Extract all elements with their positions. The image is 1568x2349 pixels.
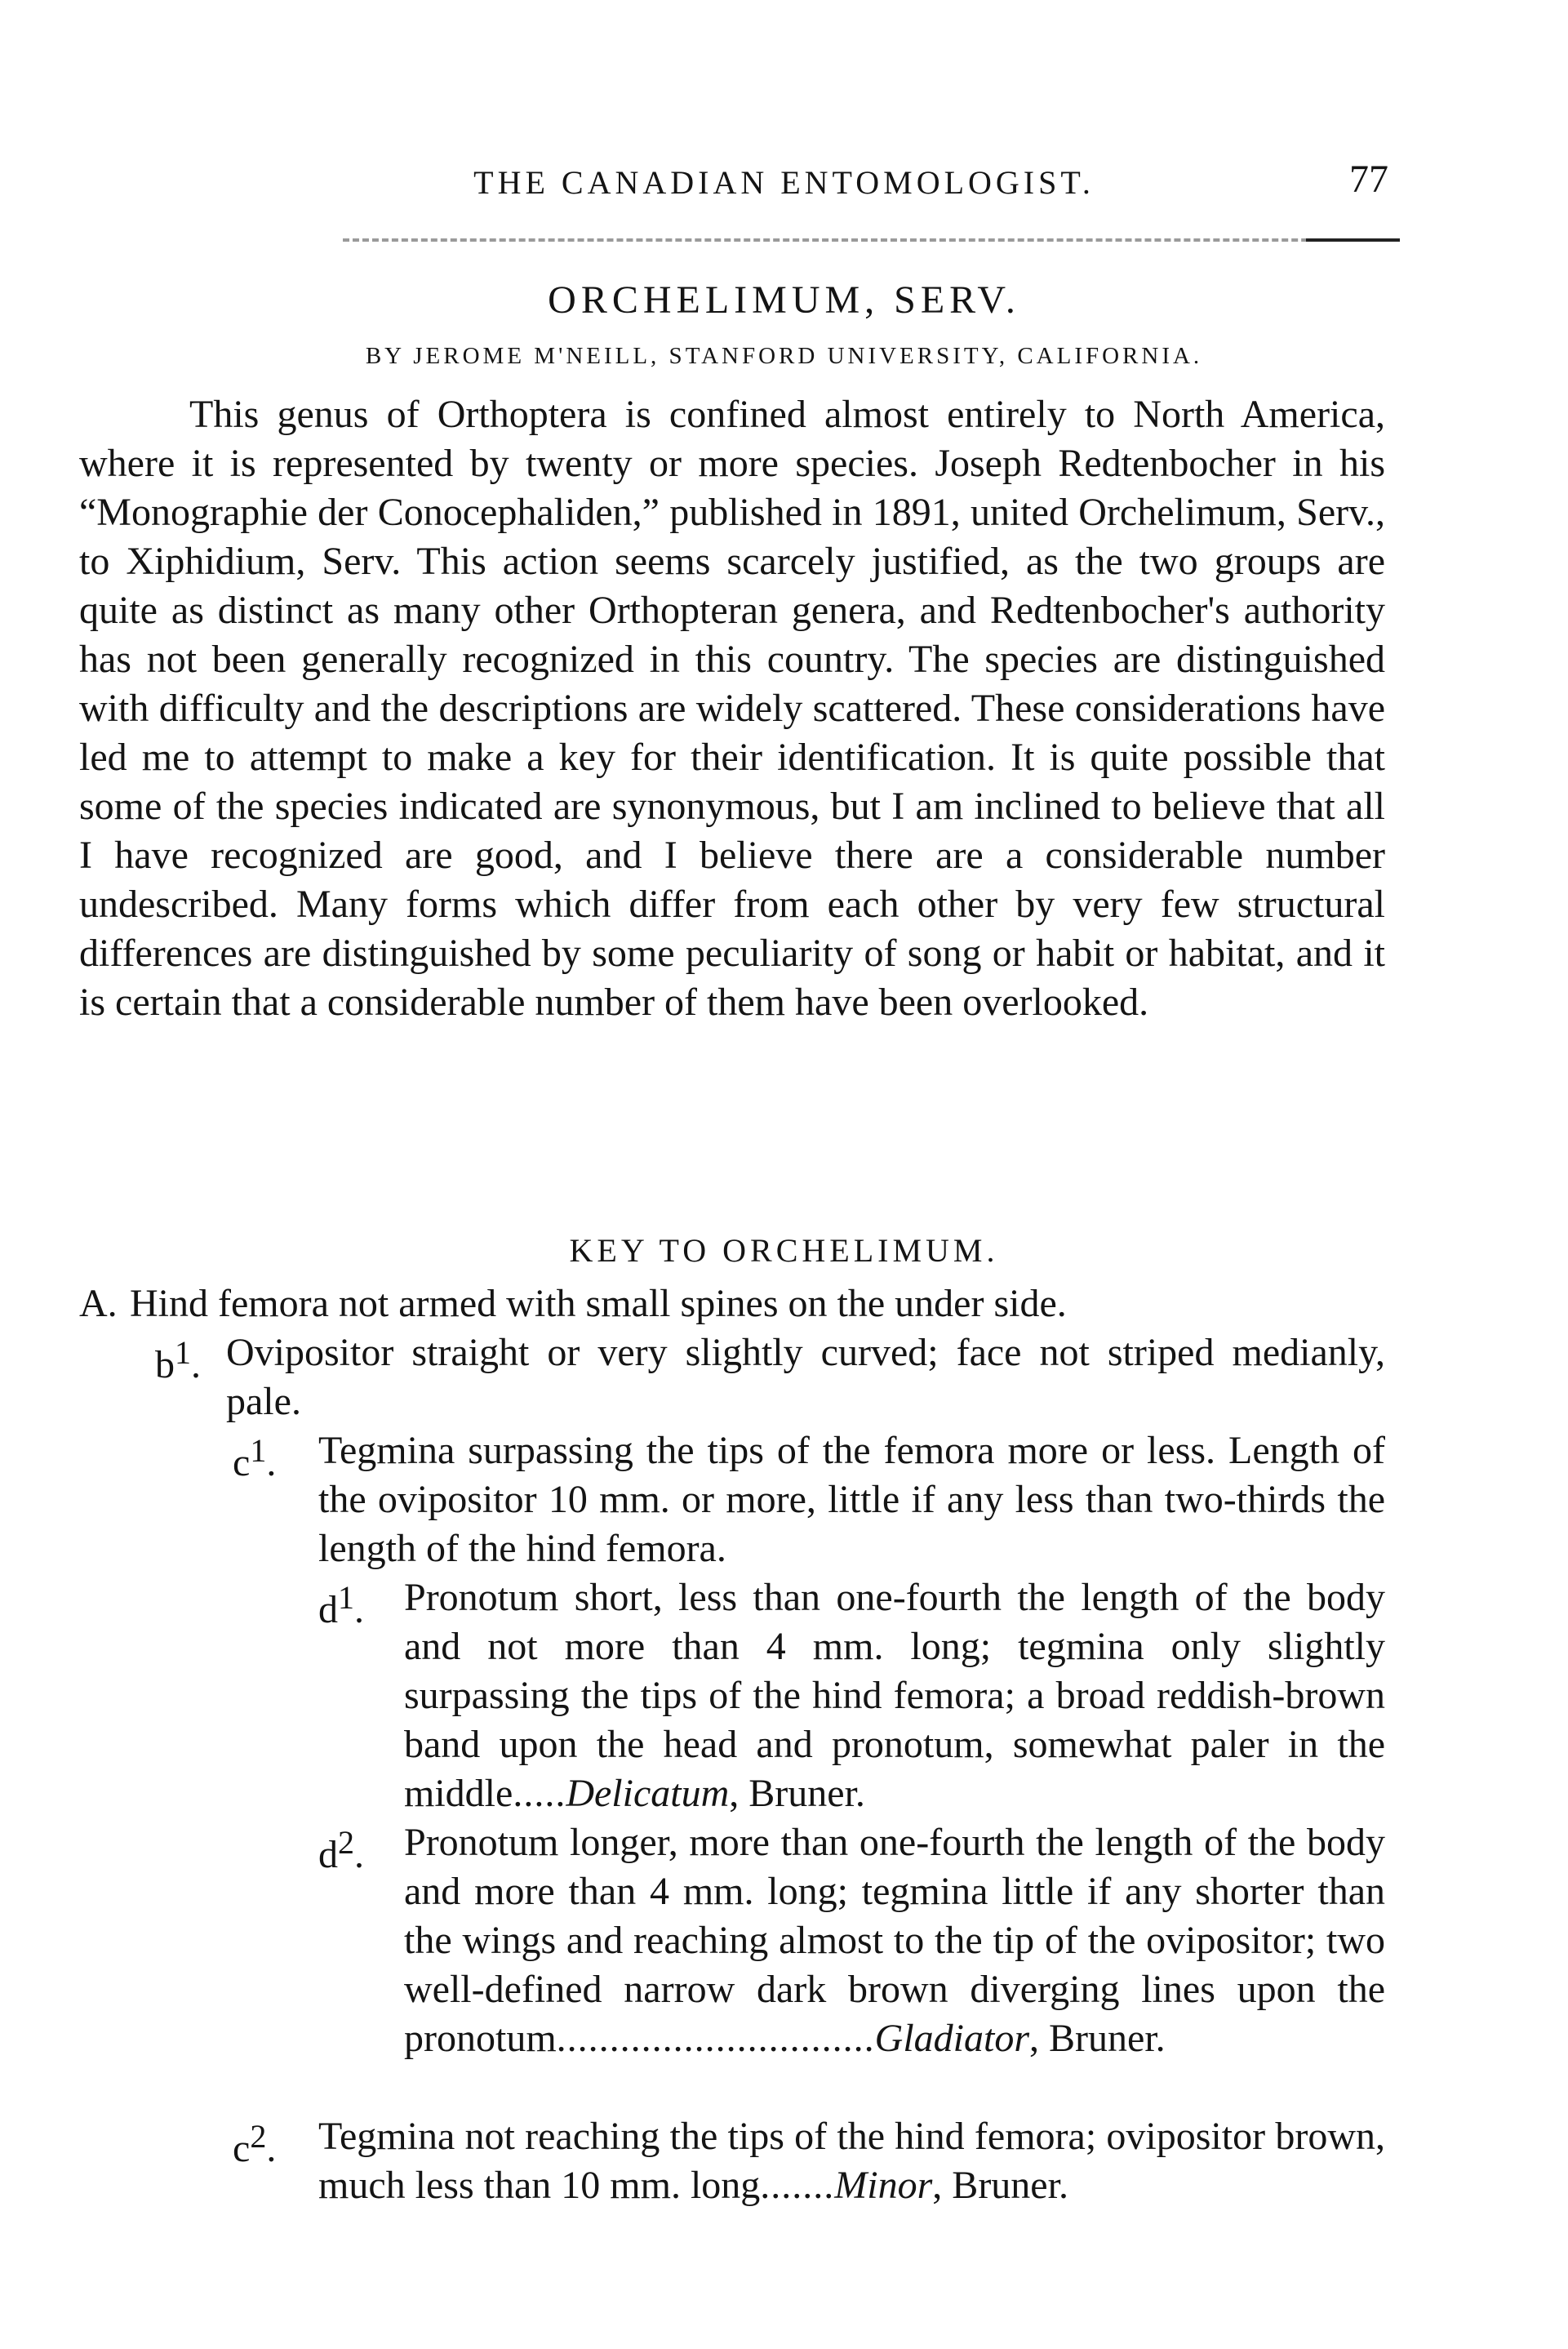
page-number: 77	[1349, 158, 1388, 201]
dot-leader: .....	[513, 1772, 566, 1815]
key-entry-c1	[233, 1426, 1385, 1573]
key-entry-b1	[155, 1328, 1385, 1426]
key-label: $c^2$.	[233, 2118, 277, 2170]
dot-leader: ..............................	[556, 2017, 875, 2060]
journal-title: THE CANADIAN ENTOMOLOGIST.	[473, 164, 1095, 201]
key-entry-a	[79, 1279, 1385, 1328]
key-text: Pronotum short, less than one-fourth the length of the body and not more than 4 mm. long; tegmina only slightly surpassing the tips of the hind femora; a broad reddish-brown band upon the head and pronotum, somewhat paler in the middle.....Delicatum, Bruner.	[404, 1576, 1385, 1815]
species-authority: , Bruner.	[1029, 2017, 1166, 2060]
species-name: Minor	[834, 2164, 933, 2207]
header-divider	[343, 238, 1396, 242]
running-head	[0, 158, 1568, 212]
key-text: Tegmina surpassing the tips of the femora more or less. Length of the ovipositor 10 mm. or more, little if any less than two-thirds the length of the hind femora.	[318, 1429, 1385, 1570]
key-heading: KEY TO ORCHELIMUM.	[569, 1232, 999, 1269]
key-text: Hind femora not armed with small spines on the under side.	[130, 1282, 1067, 1325]
key-entry-d1	[318, 1573, 1385, 1818]
key-entry-c2	[233, 2112, 1385, 2210]
body-paragraph: This genus of Orthoptera is confined almost entirely to North America, where it is represented by twenty or more species. Joseph Redtenbocher in his “Monographie der Conocephaliden,” published in 1891, united Orchelimum, Serv., to Xiphidium, Serv. This action seems scarcely justified, as the two groups are quite as distinct as many other Orthopteran genera, and Redtenbocher's authority has not been generally recognized in this country. The species are distinguished with difficulty and the descriptions are widely scattered. These considerations have led me to attempt to make a key for their identification. It is quite possible that some of the species indicated are synonymous, but I am inclined to believe that all I have recognized are good, and I believe there are a considerable number undescribed. Many forms which differ from each other by very few structural differences are distinguished by some peculiarity of song or habit or habitat, and it is certain that a considerable number of them have been overlooked.	[79, 393, 1385, 1024]
key-label: A.	[79, 1282, 118, 1325]
key-label: $c^1$.	[233, 1432, 277, 1484]
key-text: Tegmina not reaching the tips of the hind femora; ovipositor brown, much less than 10 mm. long.......Minor, Bruner.	[318, 2115, 1385, 2207]
key-label: $d^1$.	[318, 1579, 364, 1631]
dot-leader: .......	[760, 2164, 835, 2207]
species-authority: , Bruner.	[932, 2164, 1068, 2207]
species-authority: , Bruner.	[729, 1772, 865, 1815]
key-text: Pronotum longer, more than one-fourth the length of the body and more than 4 mm. long; tegmina little if any shorter than the wings and reaching almost to the tip of the ovipositor; two well-defined narrow dark brown diverging lines upon the pronotum..............................Gladiator, Bruner.	[404, 1821, 1385, 2060]
key-entry-d2	[318, 1818, 1385, 2063]
key-text: Ovipositor straight or very slightly curved; face not striped medianly, pale.	[226, 1331, 1385, 1423]
header-divider-solid	[1306, 238, 1400, 242]
article-title: ORCHELIMUM, SERV.	[548, 278, 1020, 322]
byline: BY JEROME M'NEILL, STANFORD UNIVERSITY, CALIFORNIA.	[365, 343, 1203, 369]
species-name: Delicatum	[566, 1772, 730, 1815]
key-label: $d^2$.	[318, 1824, 364, 1876]
key-label: $b^1$.	[155, 1334, 201, 1386]
species-name: Gladiator	[874, 2017, 1030, 2060]
